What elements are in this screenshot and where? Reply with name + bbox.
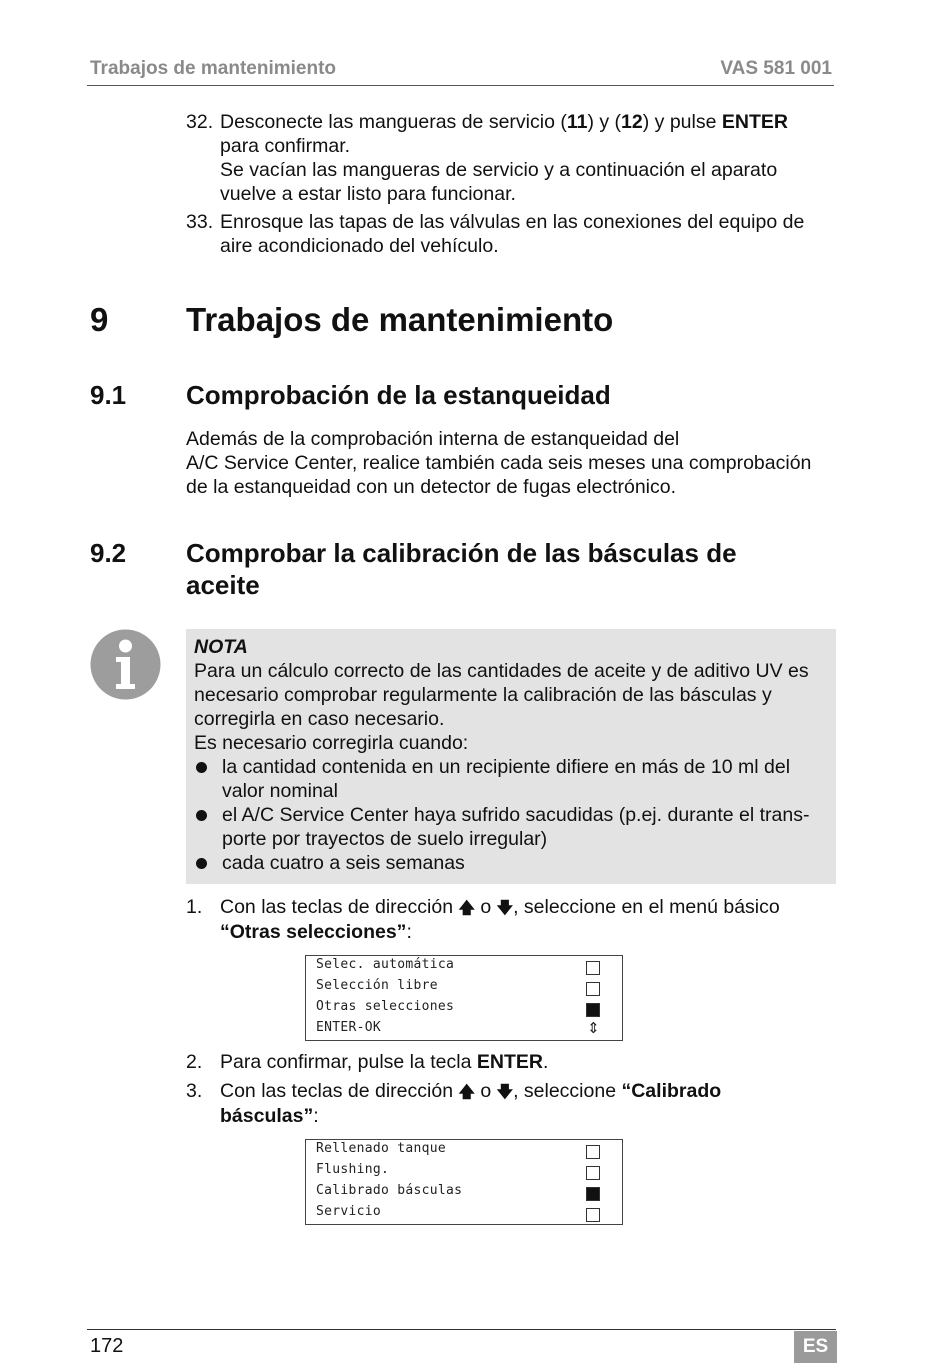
section-number: 9.1: [90, 380, 127, 410]
section-number: 9.2: [90, 538, 127, 568]
arrow-up-icon: 🡅: [458, 898, 475, 917]
chapter-title: Trabajos de mantenimiento: [186, 301, 614, 338]
step-32: [186, 110, 836, 206]
lcd-menu-row: Selec. automática: [316, 957, 606, 978]
section-title: Comprobar la calibración de las básculas de aceite: [186, 538, 737, 600]
note-bullet: el A/C Service Center haya sufrido sacudidas (p.ej. durante el trans- porte por trayectos de suelo irregular): [194, 803, 834, 851]
language-badge: ES: [794, 1331, 837, 1363]
step-text: Para confirmar, pulse la tecla ENTER.: [220, 1051, 549, 1073]
note-box: [186, 629, 836, 884]
step-number: 33.: [186, 211, 214, 233]
bullet-dot-icon: [196, 858, 207, 869]
checkbox-checked-icon: [586, 1187, 600, 1201]
step-number: 1.: [186, 896, 203, 918]
checkbox-icon: [586, 1166, 600, 1180]
arrow-down-icon: 🡇: [496, 898, 514, 917]
lcd-display-other-selections: [305, 1139, 623, 1225]
lcd-menu-row: Rellenado tanque: [316, 1141, 606, 1162]
lcd-display-basic-menu: [305, 955, 623, 1041]
footer-rule: [87, 1329, 836, 1330]
step-number: 2.: [186, 1051, 203, 1073]
lcd-menu-row: ENTER-OK ⇕: [316, 1019, 600, 1037]
note-bullet: cada cuatro a seis semanas: [194, 851, 834, 875]
page-number: 172: [90, 1335, 124, 1357]
step-text: Enrosque las tapas de las válvulas en las conexiones del equipo de aire acondicionado del vehículo.: [220, 211, 805, 257]
step-text: Con las teclas de dirección 🡅 o 🡇, seleccione en el menú básico “Otras selecciones”:: [220, 896, 780, 943]
step-number: 3.: [186, 1080, 203, 1102]
step-3: [186, 1079, 836, 1128]
step-text: Con las teclas de dirección 🡅 o 🡇, seleccione “Calibrado básculas”:: [220, 1080, 722, 1127]
step-2: [186, 1050, 836, 1074]
note-line: necesario comprobar regularmente la calibración de las básculas y: [194, 684, 772, 706]
bullet-dot-icon: [196, 762, 207, 773]
step-33: [186, 210, 836, 258]
step-number: 32.: [186, 111, 214, 133]
lcd-menu-row: Selección libre: [316, 978, 606, 999]
note-line: Es necesario corregirla cuando:: [194, 732, 469, 754]
lcd-menu-row: Servicio: [316, 1204, 606, 1225]
lcd-menu-row: Otras selecciones: [316, 999, 606, 1020]
arrow-up-icon: 🡅: [458, 1082, 475, 1101]
section-paragraph: Además de la comprobación interna de estanqueidad del A/C Service Center, realice también cada seis meses una comprobación de la estanqueidad con un detector de fugas electrónico.: [186, 428, 812, 498]
lcd-menu-row: Flushing.: [316, 1162, 606, 1183]
checkbox-icon: [586, 1145, 600, 1159]
bullet-dot-icon: [196, 810, 207, 821]
lcd-menu-row: Calibrado básculas: [316, 1183, 606, 1204]
note-bullet: la cantidad contenida en un recipiente difiere en más de 10 ml del valor nominal: [194, 755, 834, 803]
arrow-down-icon: 🡇: [496, 1082, 514, 1101]
header-rule: [87, 85, 834, 86]
note-line: corregirla en caso necesario.: [194, 708, 445, 730]
note-title: NOTA: [194, 636, 248, 658]
step-text: Desconecte las mangueras de servicio (11) y (12) y pulse ENTER para confirmar. Se vacían las mangueras de servicio y a continuación el aparato vuelve a estar listo para funcionar.: [220, 111, 788, 205]
section-title: Comprobación de la estanqueidad: [186, 380, 611, 410]
checkbox-icon: [586, 961, 600, 975]
checkbox-checked-icon: [586, 1003, 600, 1017]
info-icon: [90, 629, 161, 700]
note-line: Para un cálculo correcto de las cantidades de aceite y de aditivo UV es: [194, 660, 809, 682]
running-header-title: Trabajos de mantenimiento: [90, 58, 336, 79]
step-1: [186, 895, 836, 944]
chapter-number: 9: [90, 301, 109, 338]
up-down-arrows-icon: ⇕: [587, 1019, 600, 1037]
running-header-doc-id: VAS 581 001: [720, 58, 832, 79]
checkbox-icon: [586, 982, 600, 996]
checkbox-icon: [586, 1208, 600, 1222]
